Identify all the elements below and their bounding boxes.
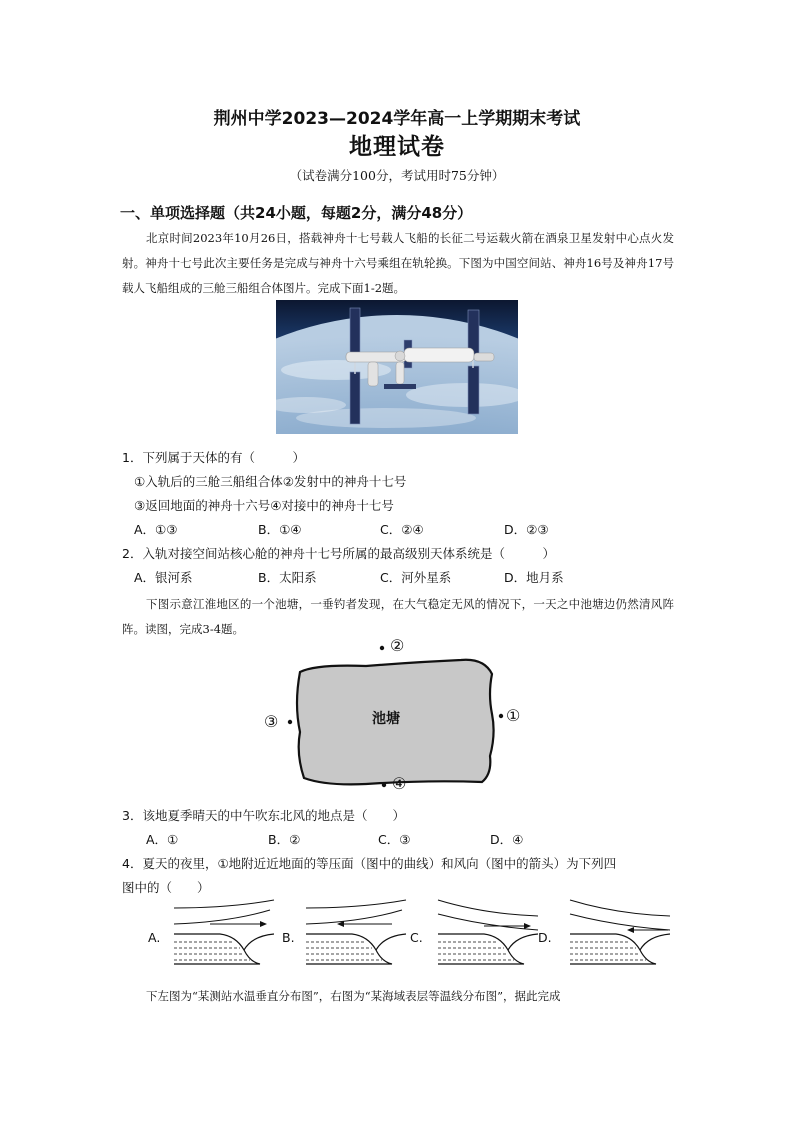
- q4-option-d: D.: [538, 930, 552, 945]
- point-3-label: ③: [264, 712, 279, 731]
- isobar-diagram-b: [306, 900, 406, 964]
- q2-option-a: A．银河系: [134, 570, 193, 585]
- q3-option-c: C．③: [378, 832, 411, 847]
- passage-1: 北京时间2023年10月26日，搭载神舟十七号载人飞船的长征二号运载火箭在酒泉卫星发射中心点火发射。神舟十七号此次主要任务是完成与神舟十六号乘组在轨轮换。下图为中国空间站、神舟16号及神舟17号载人飞船组成的三舱三船组合体图片。完成下面1-2题。: [122, 231, 674, 295]
- school-title: 荆州中学2023—2024学年高一上学期期末考试: [213, 109, 581, 129]
- q2-option-d: D．地月系: [504, 570, 564, 585]
- q3-option-a: A．①: [146, 832, 179, 847]
- isobar-diagram-a: [174, 900, 274, 964]
- pond-label: 池塘: [372, 711, 400, 727]
- q1-line-2: ③返回地面的神舟十六号④对接中的神舟十七号: [134, 498, 394, 513]
- q2-option-c: C．河外星系: [380, 570, 452, 585]
- point-1-label: ①: [506, 706, 521, 725]
- exam-note: （试卷满分100分，考试用时75分钟）: [289, 168, 505, 183]
- q4-option-c: C.: [410, 930, 423, 945]
- point-2-label: ②: [390, 636, 405, 655]
- passage-2: 下图示意江淮地区的一个池塘，一垂钓者发现，在大气稳定无风的情况下，一天之中池塘边仍然清风阵阵。读图，完成3-4题。: [122, 597, 674, 636]
- q2-option-b: B．太阳系: [258, 570, 317, 585]
- q4-stem-line-1: 4．夏天的夜里，①地附近近地面的等压面（图中的曲线）和风向（图中的箭头）为下列四: [122, 856, 617, 871]
- passage-3: 下左图为“某测站水温垂直分布图”，右图为“某海域表层等温线分布图”，据此完成: [146, 989, 561, 1003]
- q1-option-a: A．①③: [134, 522, 178, 537]
- q1-stem: 1．下列属于天体的有（ ）: [122, 450, 305, 465]
- q1-line-1: ①入轨后的三舱三船组合体②发射中的神舟十七号: [134, 474, 407, 489]
- isobar-diagram-d: [570, 900, 670, 964]
- q4-option-b: B.: [282, 930, 295, 945]
- q3-option-d: D．④: [490, 832, 524, 847]
- point-4-label: ④: [392, 774, 407, 793]
- isobar-diagram-c: [438, 900, 538, 964]
- subject-title: 地理试卷: [349, 134, 445, 160]
- isobar-diagrams: [140, 896, 680, 980]
- q4-stem-line-2: 图中的（ ）: [122, 880, 210, 895]
- q4-option-a: A.: [148, 930, 161, 945]
- q2-stem: 2．入轨对接空间站核心舱的神舟十七号所属的最高级别天体系统是（ ）: [122, 546, 555, 561]
- q1-option-b: B．①④: [258, 522, 302, 537]
- q1-option-c: C．②④: [380, 522, 424, 537]
- q1-option-d: D．②③: [504, 522, 549, 537]
- q3-stem: 3．该地夏季晴天的中午吹东北风的地点是（ ）: [122, 808, 405, 823]
- pond-diagram: [256, 634, 536, 806]
- q3-option-b: B．②: [268, 832, 301, 847]
- section-heading: 一、单项选择题（共24小题，每题2分，满分48分）: [120, 204, 473, 222]
- space-station-photo: [276, 300, 518, 434]
